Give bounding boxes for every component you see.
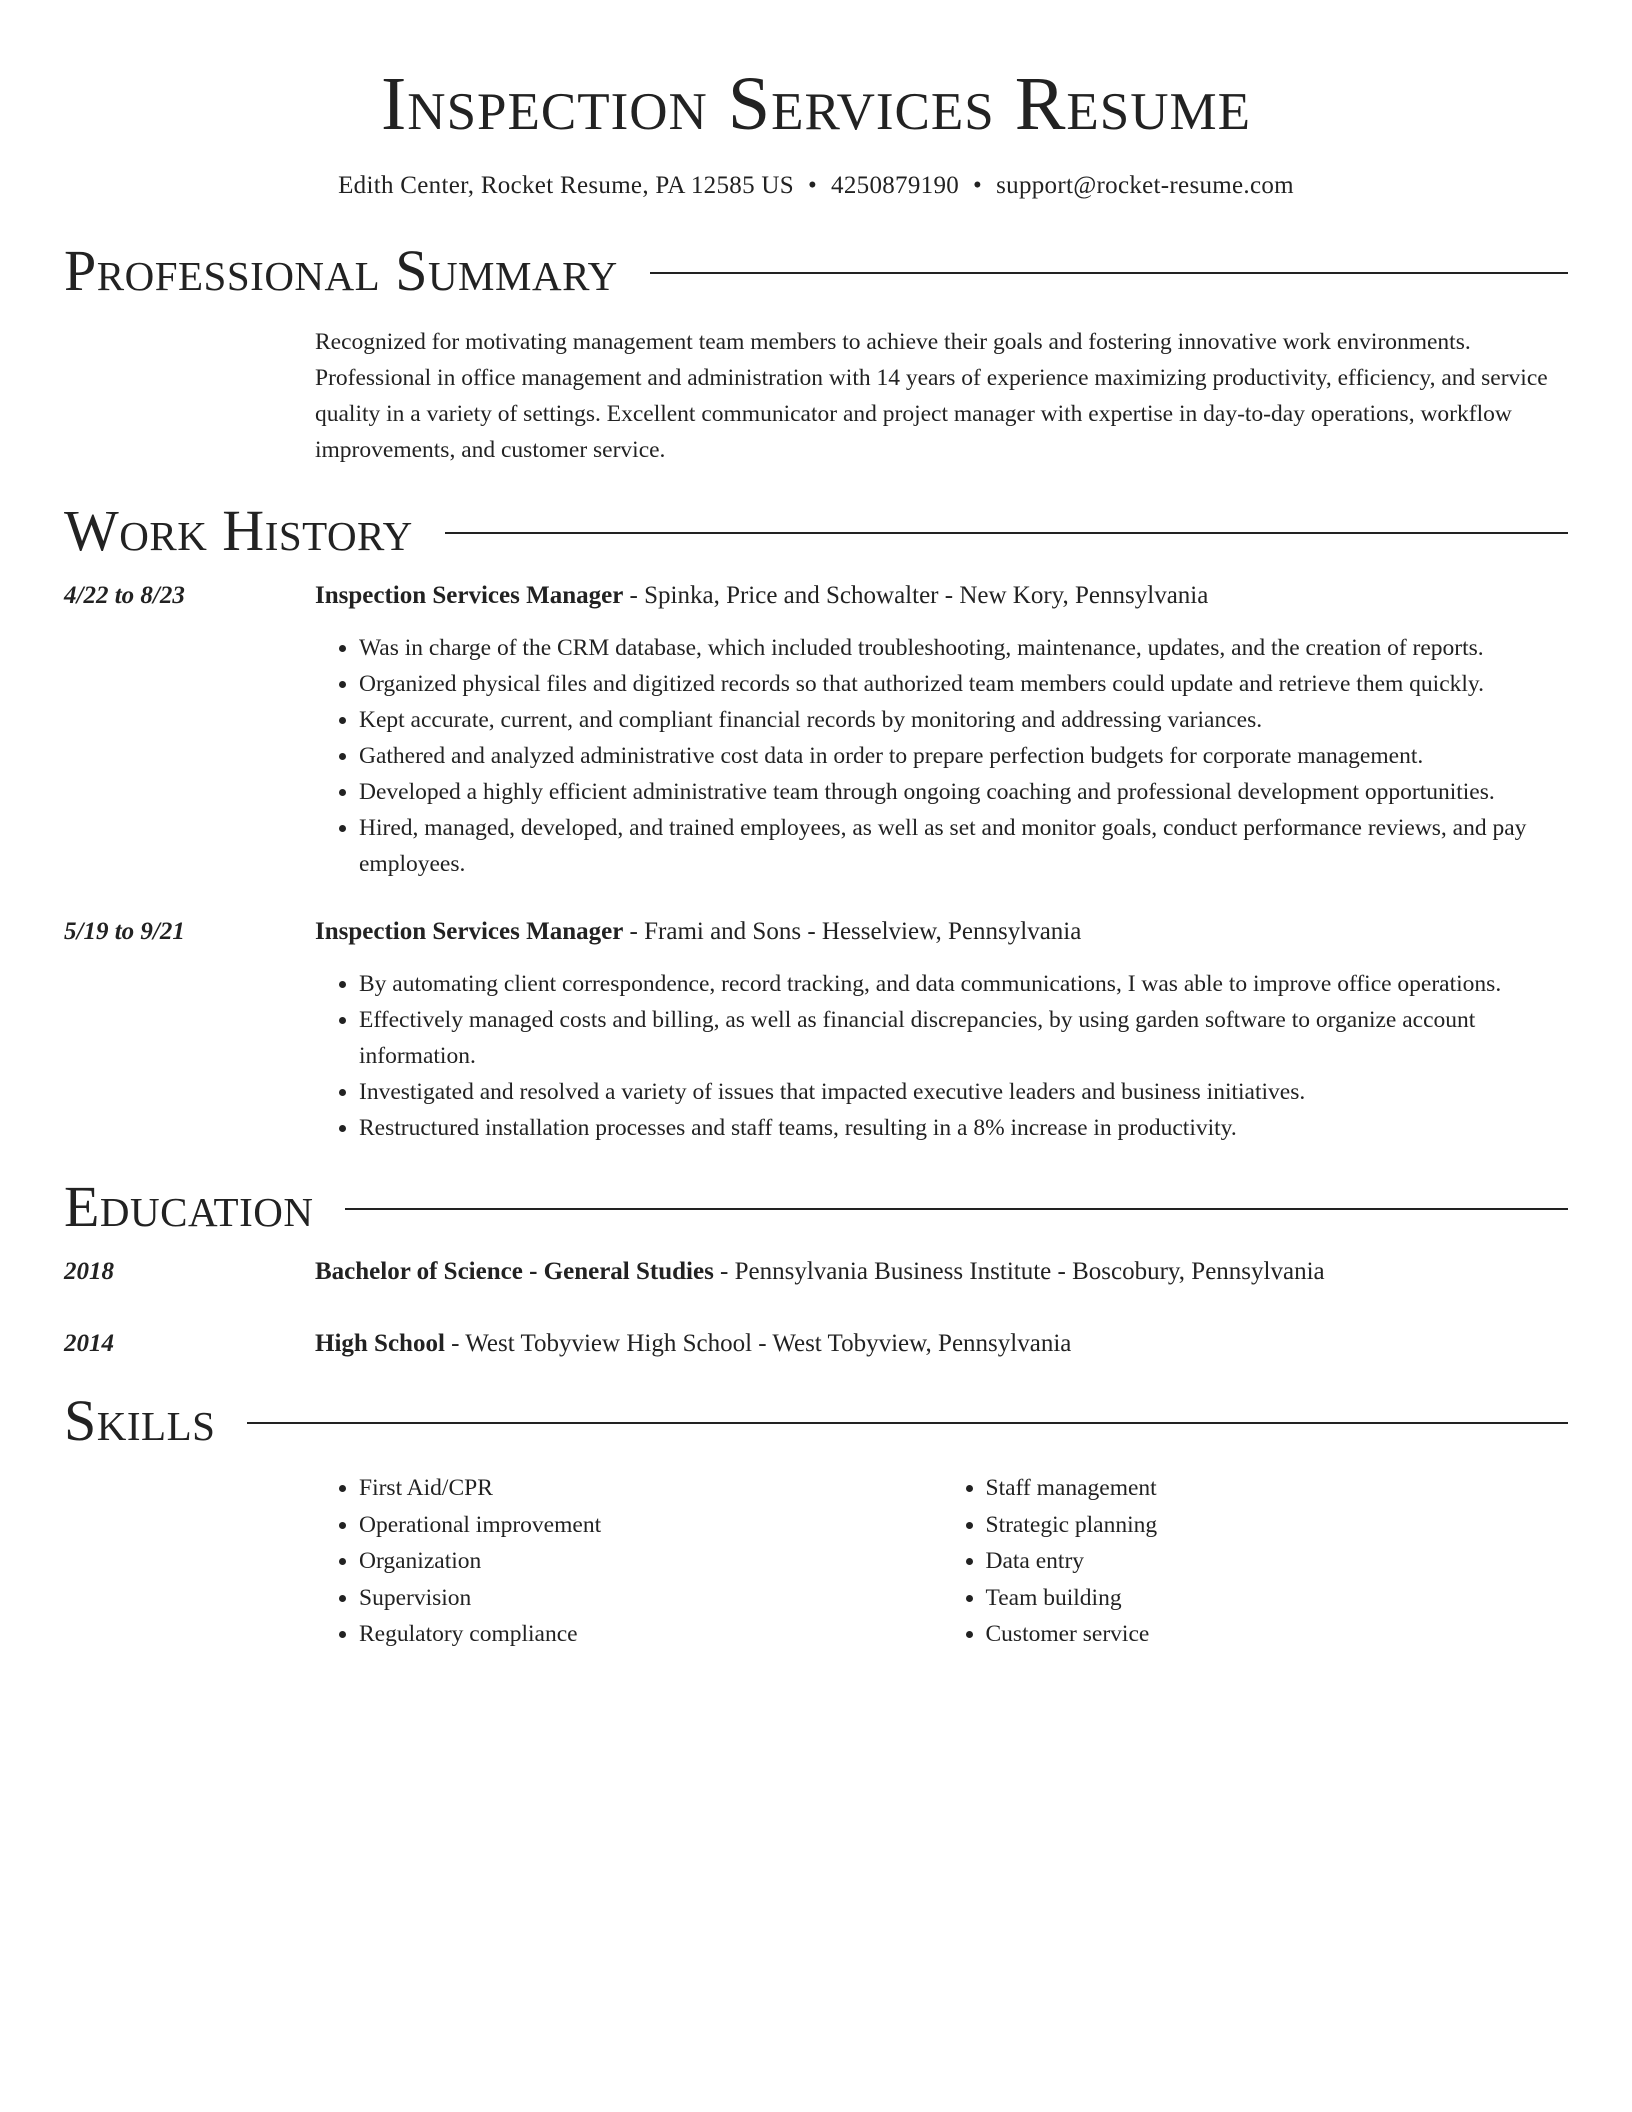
- section-title-summary: Professional Summary: [64, 238, 618, 303]
- job-dates: 5/19 to 9/21: [64, 918, 185, 945]
- summary-text: Recognized for motivating management team members to achieve their goals and fostering innovative work environments. Professional in office management and administration with 14 years of experience maximizing productivity, efficiency, and service quality in a variety of settings. Excellent communicator and project manager with expertise in day-to-day operations, workflow improvements, and customer service.: [315, 329, 1548, 463]
- list-item: • Investigated and resolved a variety of issues that impacted executive leaders and business initiatives.: [359, 1074, 1568, 1110]
- section-rule: [650, 272, 1568, 274]
- job-employer: - Frami and Sons - Hesselview, Pennsylvania: [623, 918, 1082, 945]
- job-bullets: [315, 966, 1568, 1146]
- education-entry: [64, 1256, 1568, 1288]
- skills-column-left: [315, 1470, 942, 1653]
- job-bullets: [315, 630, 1568, 882]
- section-header-work-history: [64, 496, 1568, 566]
- job-title: Inspection Services Manager: [315, 582, 624, 609]
- resume-page: [64, 0, 1568, 1653]
- job-entry: [64, 916, 1568, 1146]
- job-employer: - Spinka, Price and Schowalter - New Kory, Pennsylvania: [623, 582, 1209, 609]
- list-item: • Restructured installation processes and staff teams, resulting in a 8% increase in productivity.: [359, 1110, 1568, 1146]
- education-degree: Bachelor of Science - General Studies: [315, 1258, 714, 1285]
- contact-phone: 4250879190: [831, 172, 960, 199]
- section-header-education: [64, 1172, 1568, 1242]
- contact-separator: •: [807, 172, 818, 199]
- job-heading: [315, 916, 1568, 948]
- skill-item: • Organization: [359, 1543, 942, 1580]
- list-item: • Effectively managed costs and billing, as well as financial discrepancies, by using garden software to organize account information.: [359, 1002, 1568, 1074]
- list-item: • Was in charge of the CRM database, which included troubleshooting, maintenance, updates, and the creation of reports.: [359, 630, 1568, 666]
- education-institution: - West Tobyview High School - West Tobyview, Pennsylvania: [444, 1330, 1072, 1357]
- skill-item: • Strategic planning: [986, 1507, 1569, 1544]
- skill-item: • Staff management: [986, 1470, 1569, 1507]
- education-institution: - Pennsylvania Business Institute - Boscobury, Pennsylvania: [713, 1258, 1325, 1285]
- contact-line: [64, 170, 1568, 202]
- skill-item: • Customer service: [986, 1616, 1569, 1653]
- education-degree: High School: [315, 1330, 445, 1357]
- contact-address: Edith Center, Rocket Resume, PA 12585 US: [338, 172, 794, 199]
- contact-separator: •: [973, 172, 983, 199]
- list-item: • Kept accurate, current, and compliant financial records by monitoring and addressing variances.: [359, 702, 1568, 738]
- list-item: • Gathered and analyzed administrative cost data in order to prepare perfection budgets for corporate management.: [359, 738, 1568, 774]
- job-content: [315, 580, 1568, 882]
- job-dates: 4/22 to 8/23: [64, 582, 185, 609]
- education-entry: [64, 1328, 1568, 1360]
- section-title-skills: Skills: [64, 1388, 216, 1453]
- skill-item: • Supervision: [359, 1580, 942, 1617]
- job-title: Inspection Services Manager: [315, 918, 624, 945]
- job-entry: [64, 580, 1568, 882]
- list-item: • Hired, managed, developed, and trained employees, as well as set and monitor goals, conduct performance reviews, and pay employees.: [359, 810, 1568, 882]
- section-header-summary: [64, 236, 1568, 306]
- skill-item: • Regulatory compliance: [359, 1616, 942, 1653]
- skills-list: [315, 1470, 1568, 1653]
- education-year: 2014: [64, 1330, 114, 1357]
- skills-column-right: [942, 1470, 1569, 1653]
- section-title-work-history: Work History: [64, 498, 413, 563]
- resume-title: Inspection Services Resume: [380, 62, 1252, 146]
- skill-item: • Data entry: [986, 1543, 1569, 1580]
- job-content: [315, 916, 1568, 1146]
- list-item: • Developed a highly efficient administrative team through ongoing coaching and professional development opportunities.: [359, 774, 1568, 810]
- contact-email: support@rocket-resume.com: [996, 172, 1294, 199]
- skill-item: • Operational improvement: [359, 1507, 942, 1544]
- education-year: 2018: [64, 1258, 114, 1285]
- section-title-education: Education: [64, 1174, 314, 1239]
- skill-item: • First Aid/CPR: [359, 1470, 942, 1507]
- section-header-skills: [64, 1386, 1568, 1456]
- section-rule: [445, 532, 1568, 534]
- education-heading: [315, 1328, 1568, 1360]
- job-heading: [315, 580, 1568, 612]
- section-rule: [247, 1422, 1568, 1424]
- list-item: • Organized physical files and digitized records so that authorized team members could update and retrieve them quickly.: [359, 666, 1568, 702]
- section-rule: [345, 1208, 1568, 1210]
- skill-item: • Team building: [986, 1580, 1569, 1617]
- list-item: • By automating client correspondence, record tracking, and data communications, I was able to improve office operations.: [359, 966, 1568, 1002]
- education-heading: [315, 1256, 1568, 1288]
